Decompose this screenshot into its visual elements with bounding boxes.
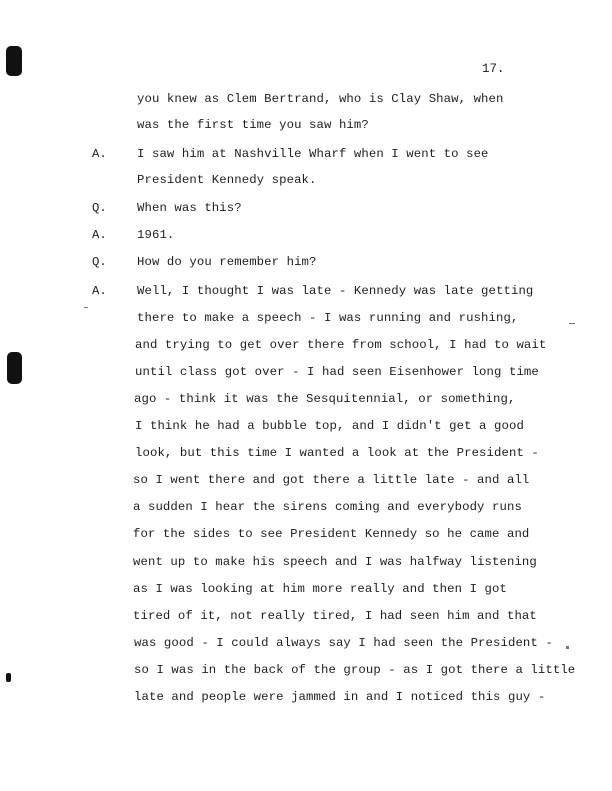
transcript-line: until class got over - I had seen Eisenhower long time — [135, 365, 539, 379]
transcript-line: How do you remember him? — [137, 255, 317, 269]
transcript-line: and trying to get over there from school, I had to wait — [135, 338, 547, 352]
transcript-line: a sudden I hear the sirens coming and everybody runs — [133, 500, 522, 514]
transcript-line: there to make a speech - I was running and rushing, — [137, 311, 519, 325]
transcript-line: went up to make his speech and I was halfway listening — [133, 555, 537, 569]
transcript-line: was the first time you saw him? — [137, 118, 369, 132]
binder-hole-middle — [7, 352, 22, 384]
transcript-line: look, but this time I wanted a look at the President - — [135, 446, 539, 460]
scan-speck — [569, 323, 575, 324]
transcript-line: so I went there and got there a little late - and all — [133, 473, 530, 487]
speaker-marker: A. — [92, 147, 107, 161]
speaker-marker: Q. — [92, 255, 107, 269]
speaker-marker: A. — [92, 228, 107, 242]
page-number: 17. — [482, 62, 505, 76]
binder-hole-top — [6, 46, 22, 76]
transcript-line: for the sides to see President Kennedy so he came and — [133, 527, 530, 541]
transcript-line: was good - I could always say I had seen the President - — [134, 636, 553, 650]
transcript-line: 1961. — [137, 228, 175, 242]
transcript-line: so I was in the back of the group - as I got there a little — [134, 663, 576, 677]
scan-speck — [84, 307, 88, 308]
transcript-line: you knew as Clem Bertrand, who is Clay Shaw, when — [137, 92, 504, 106]
binder-hole-bottom — [6, 673, 11, 682]
transcript-line: I think he had a bubble top, and I didn't get a good — [135, 419, 524, 433]
speaker-marker: Q. — [92, 201, 107, 215]
transcript-line: Well, I thought I was late - Kennedy was late getting — [137, 284, 534, 298]
transcript-line: President Kennedy speak. — [137, 173, 317, 187]
transcript-line: I saw him at Nashville Wharf when I went to see — [137, 147, 489, 161]
scan-speck — [566, 646, 569, 649]
transcript-line: ago - think it was the Sesquitennial, or something, — [134, 392, 516, 406]
transcript-line: late and people were jammed in and I noticed this guy - — [134, 690, 546, 704]
transcript-line: tired of it, not really tired, I had seen him and that — [133, 609, 537, 623]
transcript-line: as I was looking at him more really and then I got — [133, 582, 507, 596]
speaker-marker: A. — [92, 284, 107, 298]
transcript-line: When was this? — [137, 201, 242, 215]
